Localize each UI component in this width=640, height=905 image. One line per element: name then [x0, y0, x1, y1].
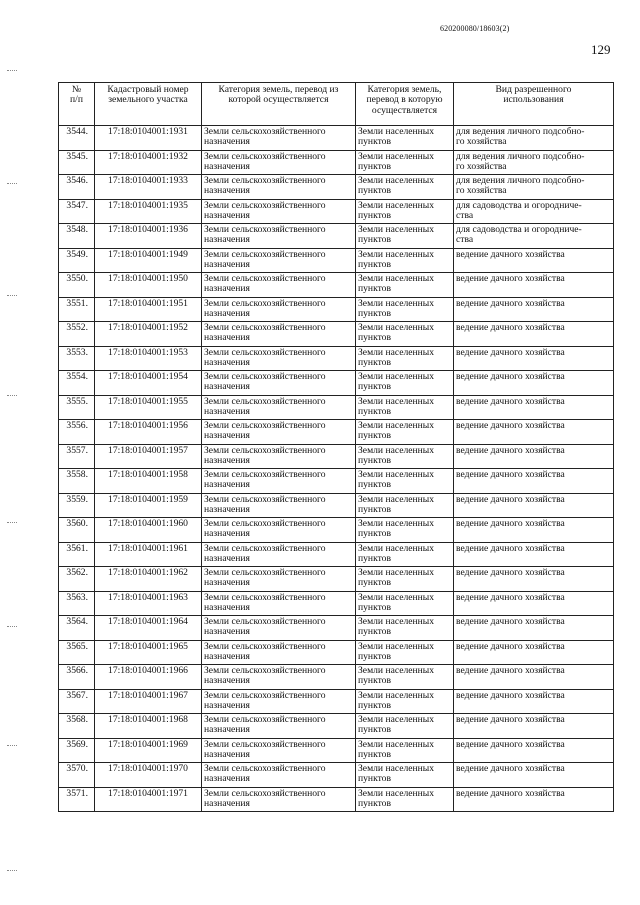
table-row — [59, 591, 614, 616]
table-row — [59, 763, 614, 788]
table-row — [59, 469, 614, 494]
scan-mark — [7, 295, 17, 297]
from-category: Земли сельскохозяйственного назначения — [202, 787, 356, 812]
table-row — [59, 640, 614, 665]
to-category: Земли населенных пунктов — [356, 542, 454, 567]
from-category: Земли сельскохозяйственного назначения — [202, 297, 356, 322]
row-number: 3552. — [59, 322, 95, 347]
from-category: Земли сельскохозяйственного назначения — [202, 322, 356, 347]
table-row — [59, 616, 614, 641]
row-number: 3553. — [59, 346, 95, 371]
from-category: Земли сельскохозяйственного назначения — [202, 689, 356, 714]
to-category: Земли населенных пунктов — [356, 150, 454, 175]
table-row — [59, 273, 614, 298]
permitted-use: ведение дачного хозяйства — [454, 273, 614, 298]
table-row — [59, 199, 614, 224]
table-row — [59, 518, 614, 543]
row-number: 3554. — [59, 371, 95, 396]
cadastral-number: 17:18:0104001:1951 — [95, 297, 202, 322]
row-number: 3564. — [59, 616, 95, 641]
to-category: Земли населенных пунктов — [356, 787, 454, 812]
from-category: Земли сельскохозяйственного назначения — [202, 444, 356, 469]
cadastral-number: 17:18:0104001:1958 — [95, 469, 202, 494]
row-number: 3558. — [59, 469, 95, 494]
to-category: Земли населенных пунктов — [356, 395, 454, 420]
row-number: 3546. — [59, 175, 95, 200]
table-row — [59, 787, 614, 812]
from-category: Земли сельскохозяйственного назначения — [202, 714, 356, 739]
scan-mark — [7, 870, 17, 872]
scan-mark — [7, 745, 17, 747]
table-row — [59, 150, 614, 175]
row-number: 3565. — [59, 640, 95, 665]
permitted-use: ведение дачного хозяйства — [454, 763, 614, 788]
to-category: Земли населенных пунктов — [356, 469, 454, 494]
document-id: 620200080/18603(2) — [440, 24, 510, 33]
cadastral-number: 17:18:0104001:1955 — [95, 395, 202, 420]
to-category: Земли населенных пунктов — [356, 248, 454, 273]
from-category: Земли сельскохозяйственного назначения — [202, 273, 356, 298]
cadastral-number: 17:18:0104001:1956 — [95, 420, 202, 445]
table-row — [59, 567, 614, 592]
permitted-use: ведение дачного хозяйства — [454, 346, 614, 371]
row-number: 3559. — [59, 493, 95, 518]
row-number: 3569. — [59, 738, 95, 763]
from-category: Земли сельскохозяйственного назначения — [202, 346, 356, 371]
to-category: Земли населенных пунктов — [356, 763, 454, 788]
row-number: 3555. — [59, 395, 95, 420]
permitted-use: ведение дачного хозяйства — [454, 665, 614, 690]
permitted-use: ведение дачного хозяйства — [454, 689, 614, 714]
permitted-use: для ведения личного подсобно- го хозяйства — [454, 175, 614, 200]
from-category: Земли сельскохозяйственного назначения — [202, 469, 356, 494]
from-category: Земли сельскохозяйственного назначения — [202, 126, 356, 151]
permitted-use: ведение дачного хозяйства — [454, 738, 614, 763]
table-row — [59, 248, 614, 273]
row-number: 3557. — [59, 444, 95, 469]
row-number: 3556. — [59, 420, 95, 445]
row-number: 3548. — [59, 224, 95, 249]
from-category: Земли сельскохозяйственного назначения — [202, 395, 356, 420]
permitted-use: ведение дачного хозяйства — [454, 444, 614, 469]
row-number: 3563. — [59, 591, 95, 616]
to-category: Земли населенных пунктов — [356, 567, 454, 592]
table-row — [59, 126, 614, 151]
permitted-use: для садоводства и огородниче- ства — [454, 199, 614, 224]
table-header-row — [59, 83, 614, 126]
to-category: Земли населенных пунктов — [356, 126, 454, 151]
cadastral-number: 17:18:0104001:1961 — [95, 542, 202, 567]
scan-mark — [7, 522, 17, 524]
to-category: Земли населенных пунктов — [356, 322, 454, 347]
permitted-use: для ведения личного подсобно- го хозяйства — [454, 150, 614, 175]
cadastral-number: 17:18:0104001:1952 — [95, 322, 202, 347]
permitted-use: ведение дачного хозяйства — [454, 567, 614, 592]
cadastral-number: 17:18:0104001:1953 — [95, 346, 202, 371]
to-category: Земли населенных пунктов — [356, 224, 454, 249]
cadastral-number: 17:18:0104001:1936 — [95, 224, 202, 249]
row-number: 3571. — [59, 787, 95, 812]
cadastral-number: 17:18:0104001:1970 — [95, 763, 202, 788]
row-number: 3545. — [59, 150, 95, 175]
row-number: 3562. — [59, 567, 95, 592]
cadastral-number: 17:18:0104001:1949 — [95, 248, 202, 273]
from-category: Земли сельскохозяйственного назначения — [202, 199, 356, 224]
cadastral-number: 17:18:0104001:1960 — [95, 518, 202, 543]
to-category: Земли населенных пунктов — [356, 665, 454, 690]
cadastral-number: 17:18:0104001:1971 — [95, 787, 202, 812]
to-category: Земли населенных пунктов — [356, 297, 454, 322]
row-number: 3568. — [59, 714, 95, 739]
scan-mark — [7, 626, 17, 628]
to-category: Земли населенных пунктов — [356, 616, 454, 641]
cadastral-number: 17:18:0104001:1932 — [95, 150, 202, 175]
scan-mark — [7, 395, 17, 397]
from-category: Земли сельскохозяйственного назначения — [202, 518, 356, 543]
table-row — [59, 322, 614, 347]
table-row — [59, 738, 614, 763]
permitted-use: ведение дачного хозяйства — [454, 469, 614, 494]
table-row — [59, 665, 614, 690]
from-category: Земли сельскохозяйственного назначения — [202, 591, 356, 616]
table-row — [59, 689, 614, 714]
cadastral-number: 17:18:0104001:1962 — [95, 567, 202, 592]
from-category: Земли сельскохозяйственного назначения — [202, 640, 356, 665]
header-to-category: Категория земель, перевод в которую осуществляется — [356, 83, 454, 126]
to-category: Земли населенных пунктов — [356, 591, 454, 616]
to-category: Земли населенных пунктов — [356, 444, 454, 469]
header-permitted-use: Вид разрешенного использования — [454, 83, 614, 126]
table-row — [59, 395, 614, 420]
from-category: Земли сельскохозяйственного назначения — [202, 542, 356, 567]
row-number: 3560. — [59, 518, 95, 543]
row-number: 3566. — [59, 665, 95, 690]
cadastral-number: 17:18:0104001:1967 — [95, 689, 202, 714]
to-category: Земли населенных пунктов — [356, 199, 454, 224]
cadastral-number: 17:18:0104001:1950 — [95, 273, 202, 298]
header-number: № п/п — [59, 83, 95, 126]
cadastral-number: 17:18:0104001:1966 — [95, 665, 202, 690]
table-row — [59, 714, 614, 739]
table-row — [59, 224, 614, 249]
table-row — [59, 346, 614, 371]
permitted-use: ведение дачного хозяйства — [454, 371, 614, 396]
row-number: 3561. — [59, 542, 95, 567]
cadastral-number: 17:18:0104001:1957 — [95, 444, 202, 469]
cadastral-number: 17:18:0104001:1959 — [95, 493, 202, 518]
permitted-use: ведение дачного хозяйства — [454, 616, 614, 641]
from-category: Земли сельскохозяйственного назначения — [202, 738, 356, 763]
cadastral-number: 17:18:0104001:1964 — [95, 616, 202, 641]
permitted-use: ведение дачного хозяйства — [454, 322, 614, 347]
permitted-use: ведение дачного хозяйства — [454, 542, 614, 567]
from-category: Земли сельскохозяйственного назначения — [202, 763, 356, 788]
table-row — [59, 371, 614, 396]
permitted-use: для садоводства и огородниче- ства — [454, 224, 614, 249]
cadastral-number: 17:18:0104001:1931 — [95, 126, 202, 151]
cadastral-number: 17:18:0104001:1954 — [95, 371, 202, 396]
cadastral-number: 17:18:0104001:1968 — [95, 714, 202, 739]
from-category: Земли сельскохозяйственного назначения — [202, 420, 356, 445]
permitted-use: ведение дачного хозяйства — [454, 787, 614, 812]
permitted-use: ведение дачного хозяйства — [454, 640, 614, 665]
scan-mark — [7, 70, 17, 72]
header-cadastral-number: Кадастровый номер земельного участка — [95, 83, 202, 126]
from-category: Земли сельскохозяйственного назначения — [202, 371, 356, 396]
table-row — [59, 444, 614, 469]
from-category: Земли сельскохозяйственного назначения — [202, 224, 356, 249]
header-from-category: Категория земель, перевод из которой осуществляется — [202, 83, 356, 126]
from-category: Земли сельскохозяйственного назначения — [202, 248, 356, 273]
to-category: Земли населенных пунктов — [356, 689, 454, 714]
to-category: Земли населенных пунктов — [356, 273, 454, 298]
to-category: Земли населенных пунктов — [356, 420, 454, 445]
row-number: 3550. — [59, 273, 95, 298]
from-category: Земли сельскохозяйственного назначения — [202, 567, 356, 592]
permitted-use: ведение дачного хозяйства — [454, 493, 614, 518]
to-category: Земли населенных пунктов — [356, 493, 454, 518]
from-category: Земли сельскохозяйственного назначения — [202, 175, 356, 200]
row-number: 3570. — [59, 763, 95, 788]
permitted-use: ведение дачного хозяйства — [454, 518, 614, 543]
row-number: 3544. — [59, 126, 95, 151]
table-row — [59, 420, 614, 445]
row-number: 3551. — [59, 297, 95, 322]
permitted-use: ведение дачного хозяйства — [454, 297, 614, 322]
cadastral-number: 17:18:0104001:1963 — [95, 591, 202, 616]
cadastral-number: 17:18:0104001:1969 — [95, 738, 202, 763]
to-category: Земли населенных пунктов — [356, 714, 454, 739]
to-category: Земли населенных пунктов — [356, 518, 454, 543]
to-category: Земли населенных пунктов — [356, 175, 454, 200]
scan-mark — [7, 183, 17, 185]
to-category: Земли населенных пунктов — [356, 640, 454, 665]
cadastral-number: 17:18:0104001:1965 — [95, 640, 202, 665]
row-number: 3567. — [59, 689, 95, 714]
permitted-use: ведение дачного хозяйства — [454, 395, 614, 420]
table-row — [59, 493, 614, 518]
from-category: Земли сельскохозяйственного назначения — [202, 665, 356, 690]
page-number: 129 — [591, 42, 611, 57]
row-number: 3547. — [59, 199, 95, 224]
table-row — [59, 297, 614, 322]
permitted-use: ведение дачного хозяйства — [454, 248, 614, 273]
permitted-use: ведение дачного хозяйства — [454, 420, 614, 445]
to-category: Земли населенных пунктов — [356, 738, 454, 763]
permitted-use: ведение дачного хозяйства — [454, 591, 614, 616]
from-category: Земли сельскохозяйственного назначения — [202, 150, 356, 175]
row-number: 3549. — [59, 248, 95, 273]
land-register-table — [58, 82, 614, 812]
to-category: Земли населенных пунктов — [356, 346, 454, 371]
permitted-use: ведение дачного хозяйства — [454, 714, 614, 739]
permitted-use: для ведения личного подсобно- го хозяйства — [454, 126, 614, 151]
to-category: Земли населенных пунктов — [356, 371, 454, 396]
cadastral-number: 17:18:0104001:1935 — [95, 199, 202, 224]
table-row — [59, 175, 614, 200]
from-category: Земли сельскохозяйственного назначения — [202, 616, 356, 641]
cadastral-number: 17:18:0104001:1933 — [95, 175, 202, 200]
table-row — [59, 542, 614, 567]
from-category: Земли сельскохозяйственного назначения — [202, 493, 356, 518]
